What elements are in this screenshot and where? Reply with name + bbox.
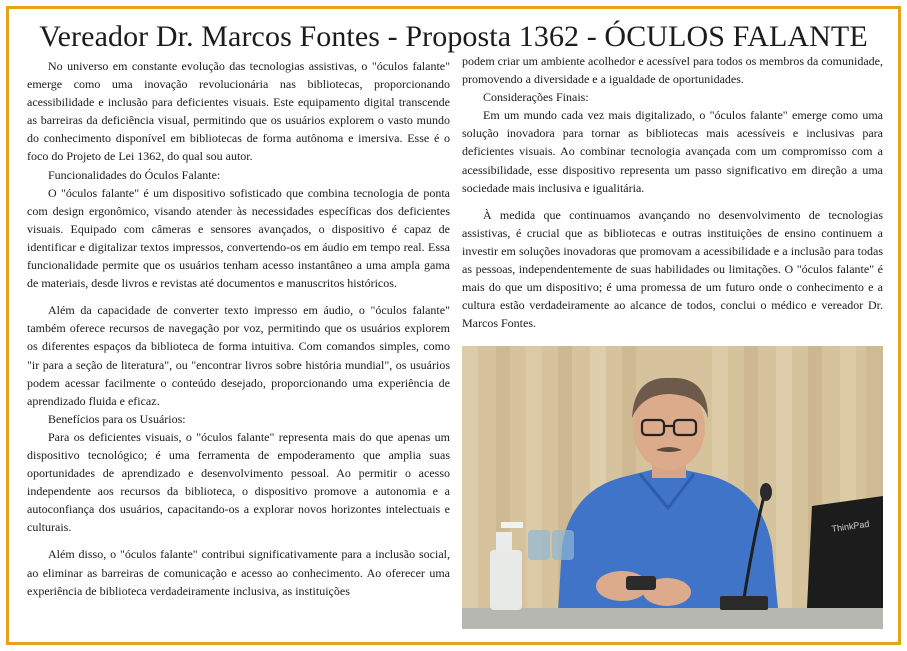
handheld-device bbox=[626, 576, 656, 590]
laptop-brand: ThinkPad bbox=[830, 518, 870, 534]
laptop bbox=[807, 496, 883, 608]
desk bbox=[462, 608, 883, 629]
article-frame bbox=[6, 6, 901, 645]
section-subheading: Benefícios para os Usuários: bbox=[48, 411, 186, 426]
paragraph: Além da capacidade de converter texto impresso em áudio, o "óculos falante" também oferece recursos de navegação por voz, permitindo que os usuários explorem os diferentes espaços da biblioteca de forma intuitiva. Com comandos simples, como "ir para a seção de literatura", ou "encontrar livros sobre história mundial", os usuários podem acessar facilmente o conteúdo desejado, proporcionando uma experiência de aprendizado fluida e eficaz. bbox=[27, 303, 450, 408]
paragraph: O "óculos falante" é um dispositivo sofisticado que combina tecnologia de ponta com design ergonômico, visando atender às necessidades específicas dos deficientes visuais. Equipado com câmeras e sensores avançados, o dispositivo é capaz de identificar e digitalizar textos impressos, convertendo-os em áudio em tempo real. Essa funcionalidade permite que os usuários tenham acesso instantâneo a uma ampla gama de materiais, desde livros e revistas até documentos e manuscritos históricos. bbox=[27, 185, 450, 291]
left-column bbox=[27, 57, 450, 600]
section-subheading: Considerações Finais: bbox=[483, 90, 589, 105]
paragraph: À medida que continuamos avançando no desenvolvimento de tecnologias assistivas, é crucial que as bibliotecas e outras instituições de ensino continuem a investir em soluções inovadoras que promovam a acessibilidade e a inclusão para todas as pessoas, independentemente de suas habilidades ou limitações. O "óculos falante" é mais do que um dispositivo; é uma promessa de um futuro onde o conhecimento e a cultura estão verdadeiramente ao alcance de todos, conclui o médico e vereador Dr. Marcos Fontes. bbox=[462, 207, 883, 331]
section-subheading: Funcionalidades do Óculos Falante: bbox=[48, 167, 221, 182]
photo-councilman bbox=[462, 346, 883, 629]
paragraph: Em um mundo cada vez mais digitalizado, o "óculos falante" emerge como uma solução inovadora para tornar as bibliotecas mais acessíveis e inclusivas para deficientes visuais. Ao combinar tecnologia avançada com um compromisso com a acessibilidade, esse dispositivo representa um passo significativo em direção a uma sociedade mais inclusiva e igualitária. bbox=[462, 108, 883, 195]
right-column bbox=[462, 52, 883, 332]
headline: Vereador Dr. Marcos Fontes - Proposta 1362 - ÓCULOS FALANTE bbox=[39, 20, 868, 53]
paragraph: Além disso, o "óculos falante" contribui significativamente para a inclusão social, ao eliminar as barreiras de comunicação e acesso ao conhecimento. Ao oferecer uma experiência de biblioteca verdadeiramente inclusiva, as instituições bbox=[27, 547, 450, 598]
paragraph: Para os deficientes visuais, o "óculos falante" representa mais do que apenas um dispositivo tecnológico; é uma ferramenta de empoderamento que amplia suas oportunidades de aprendizado e desenvolvimento pessoal. Ao permitir o acesso independente aos recursos da biblioteca, o dispositivo promove a autonomia e a autoconfiança dos usuários, capacitando-os a explorar novos horizontes intelectuais e culturais. bbox=[27, 429, 450, 535]
paragraph: podem criar um ambiente acolhedor e acessível para todos os membros da comunidade, promovendo a diversidade e a igualdade de oportunidades. bbox=[462, 54, 883, 87]
paragraph: No universo em constante evolução das tecnologias assistivas, o "óculos falante" emerge como uma inovação revolucionária nas bibliotecas, proporcionando acessibilidade e inclusão para deficientes visuais. Este equipamento digital transcende as barreiras da deficiência visual, permitindo que os usuários explorem o vasto mundo do conhecimento disponível em bibliotecas de forma autônoma e imersiva. Esse é o foco do Projeto de Lei 1362, do qual sou autor. bbox=[27, 59, 450, 164]
